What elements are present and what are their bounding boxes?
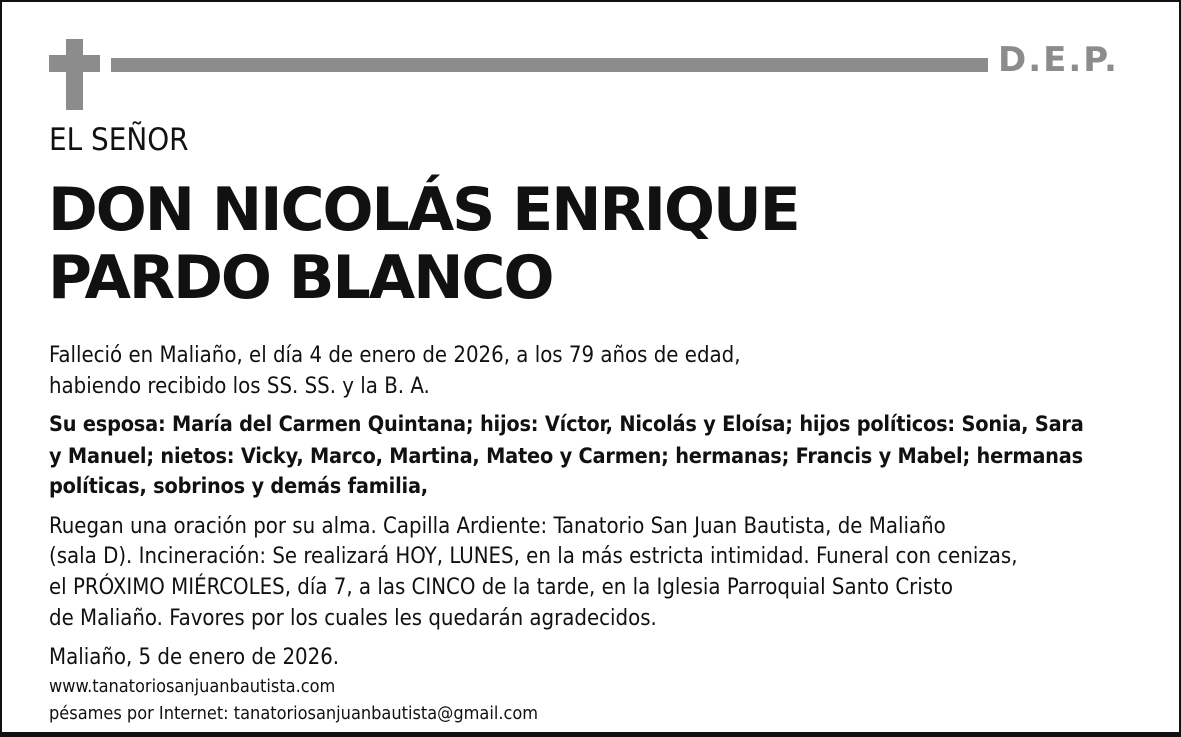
request-line-3: el PRÓXIMO MIÉRCOLES, día 7, a las CINCO de la tarde, en la Iglesia Parroquial Santo Cristo	[49, 575, 953, 600]
condolences-email[interactable]: pésames por Internet: tanatoriosanjuanbautista@gmail.com	[49, 703, 539, 724]
name-line-2: PARDO BLANCO	[48, 243, 553, 313]
website-link[interactable]: www.tanatoriosanjuanbautista.com	[49, 676, 336, 697]
header-rule	[111, 58, 988, 72]
request-line-1: Ruegan una oración por su alma. Capilla Ardiente: Tanatorio San Juan Bautista, de Maliaño	[49, 514, 946, 539]
name-line-1: DON NICOLÁS ENRIQUE	[48, 175, 799, 245]
request-line-4: de Maliaño. Favores por los cuales les quedarán agradecidos.	[49, 606, 657, 631]
family-line-2: y Manuel; nietos: Vicky, Marco, Martina, Mateo y Carmen; hermanas; Francis y Mabel; hermanas	[49, 444, 1083, 469]
dep-label: D.E.P.	[998, 40, 1119, 80]
death-line-2: habiendo recibido los SS. SS. y la B. A.	[49, 374, 430, 399]
request-line-2: (sala D). Incineración: Se realizará HOY, LUNES, en la más estricta intimidad. Funeral con cenizas,	[49, 544, 1018, 569]
place-date: Maliaño, 5 de enero de 2026.	[49, 645, 340, 670]
family-line-3: políticas, sobrinos y demás familia,	[49, 474, 428, 499]
family-line-1: Su esposa: María del Carmen Quintana; hijos: Víctor, Nicolás y Eloísa; hijos políticos: Sonia, Sara	[49, 412, 1084, 437]
deceased-name	[48, 176, 799, 312]
intro-title: EL SEÑOR	[49, 122, 189, 158]
death-line-1: Falleció en Maliaño, el día 4 de enero de 2026, a los 79 años de edad,	[49, 343, 741, 368]
